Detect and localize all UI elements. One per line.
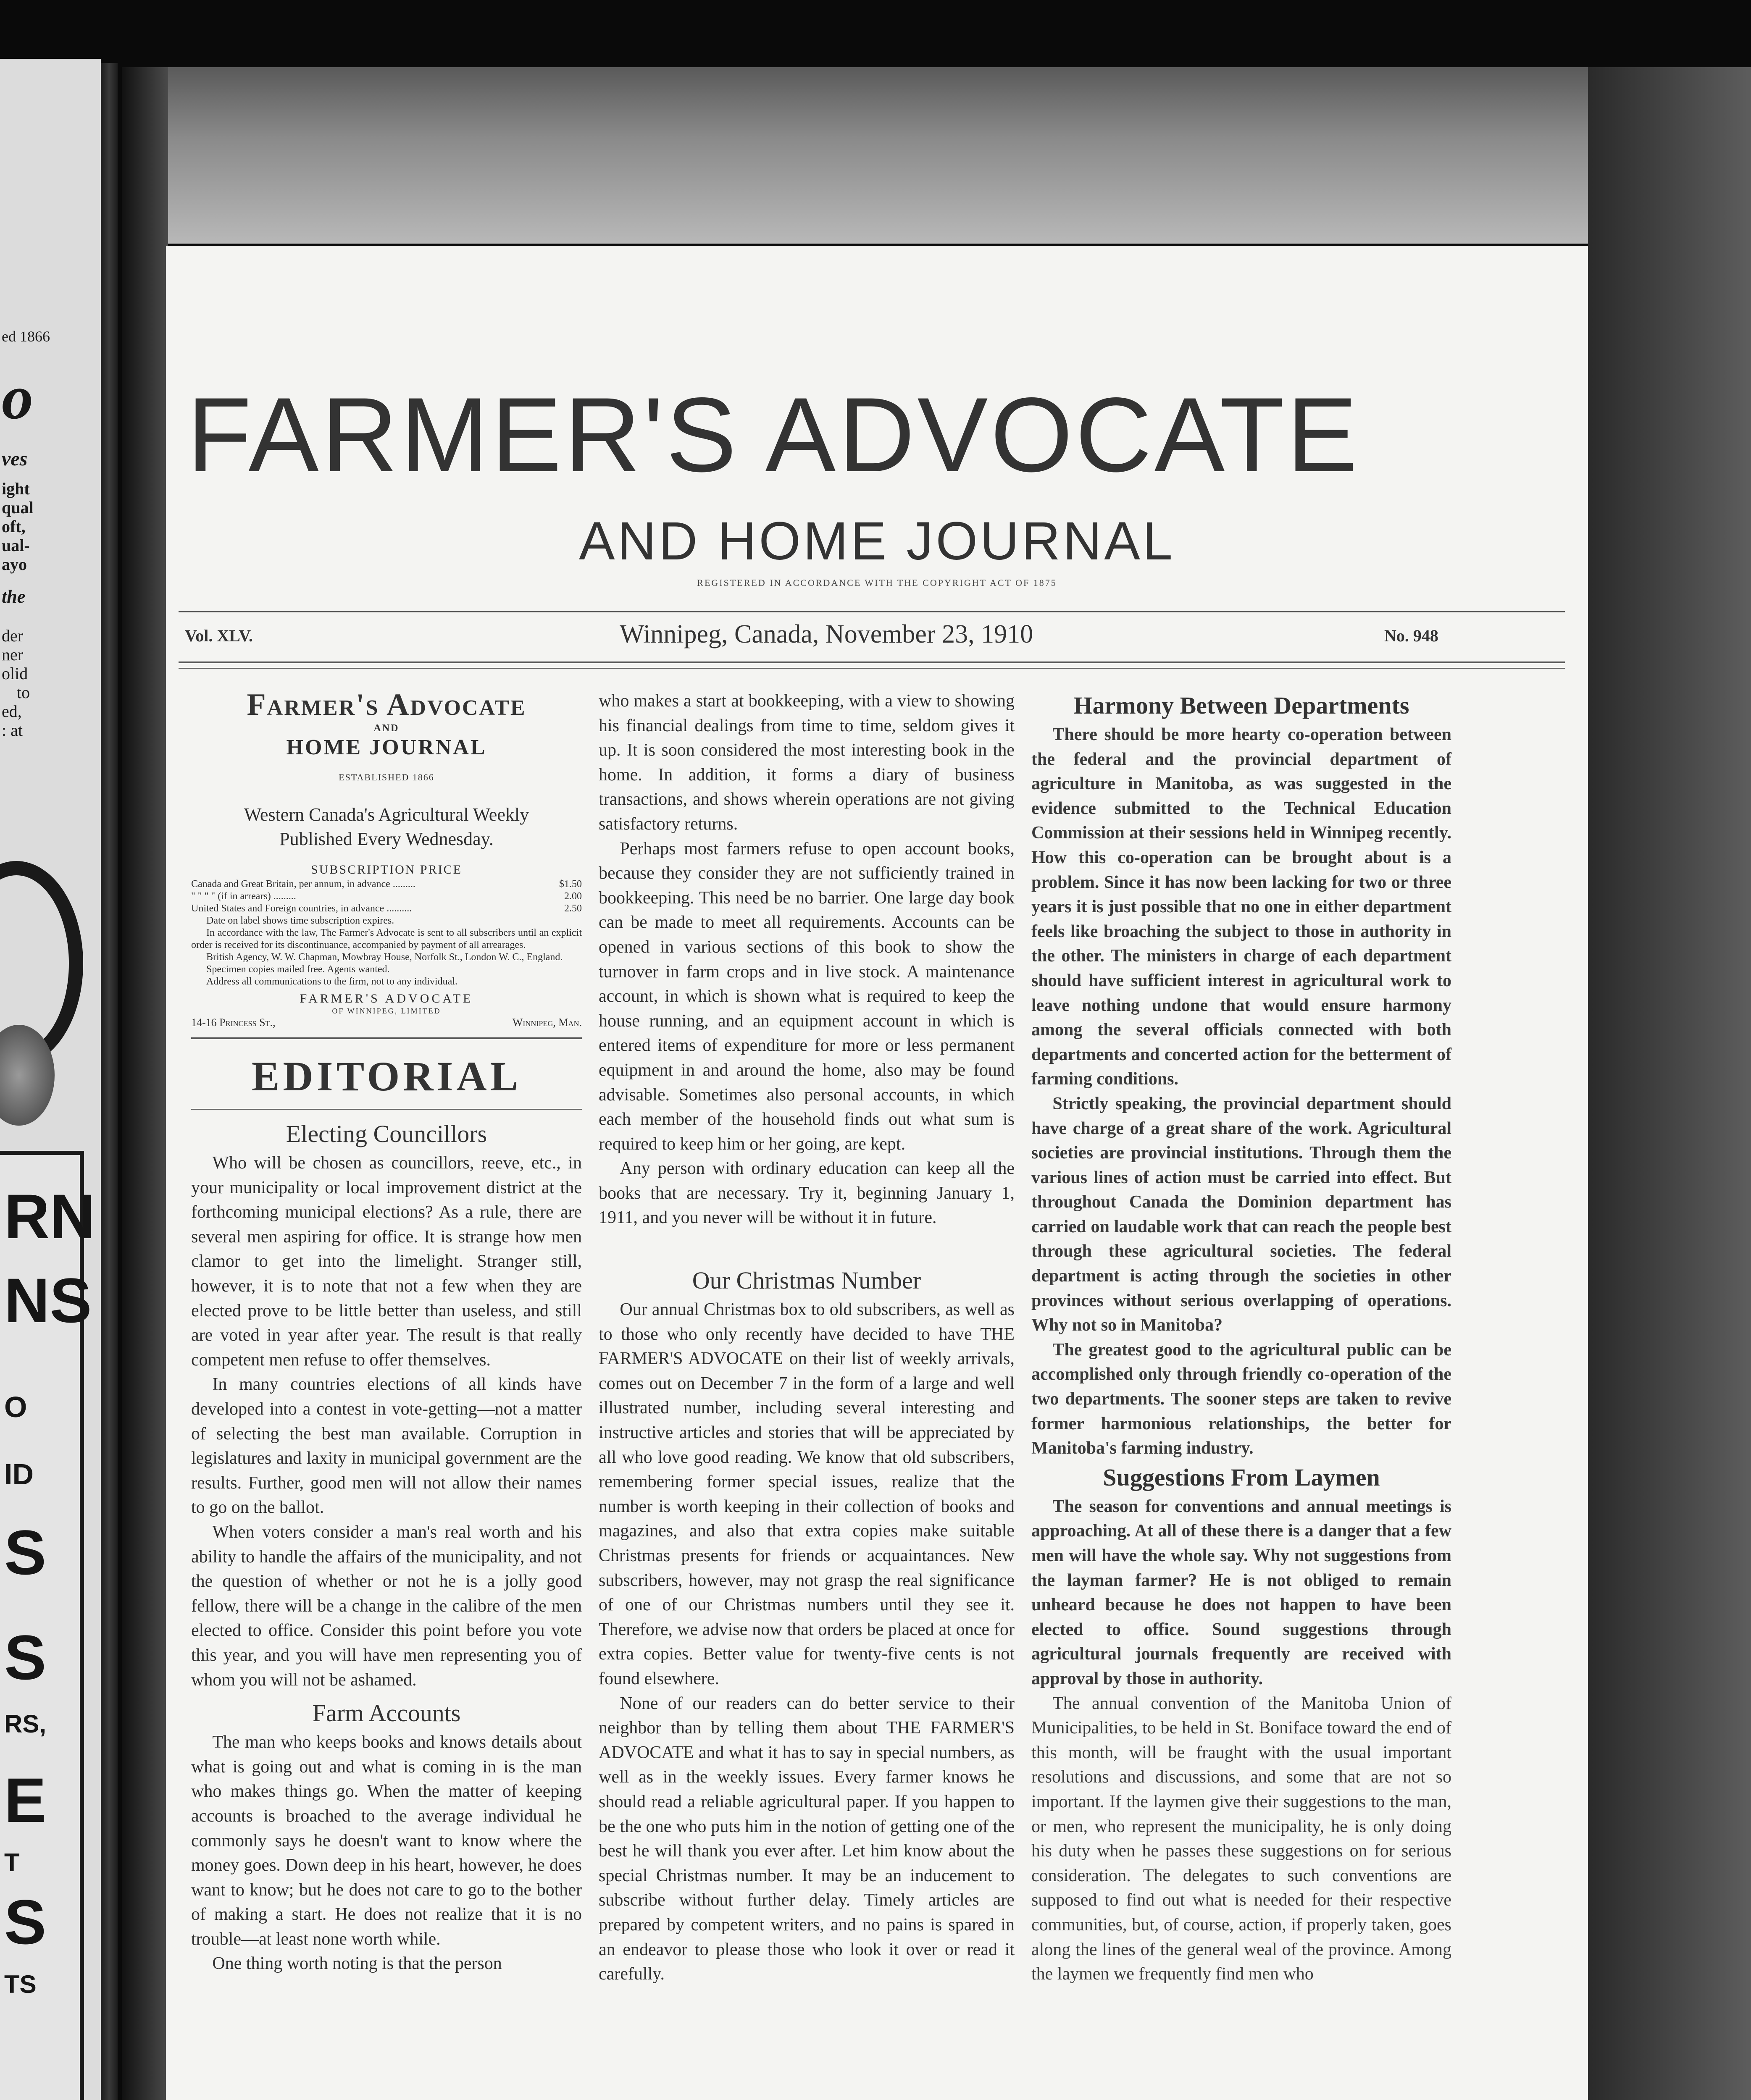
volume-number: Vol. XLV. — [185, 626, 253, 645]
ad-word: TS — [4, 1970, 37, 1998]
column-1 — [191, 689, 582, 1976]
article-paragraph: There should be more hearty co-operation between the federal and the provincial department of agriculture in Manitoba, as was suggested in the evidence submitted to the Technical Education Commission at their sessions held in Winnipeg recently. How this co-operation can be brought about is a problem. Since it has now been lacking for two or three years it is just possible that no one in either department feels like broaching the subject to those in authority in the other. The ministers in charge of each department should have sufficient interest in agricultural work to leave nothing undone that would ensure harmony among the several officials connected with both departments and concerted action for the betterment of farming conditions. — [1031, 725, 1451, 1089]
masthead-subtitle: AND HOME JOURNAL — [579, 511, 1175, 571]
article-title: Suggestions From Laymen — [1103, 1463, 1380, 1491]
box-home-journal: HOME JOURNAL — [286, 735, 487, 760]
section-divider — [191, 1109, 582, 1110]
ad-word: ID — [4, 1458, 34, 1491]
price-label: " " " " (if in arrears) ......... — [191, 891, 296, 902]
column-2 — [599, 689, 1015, 1987]
copyright-notice: REGISTERED IN ACCORDANCE WITH THE COPYRIGHT ACT OF 1875 — [697, 578, 1057, 588]
left-fragment: ight — [2, 479, 30, 498]
masthead-title: FARMER'S ADVOCATE — [187, 376, 1360, 494]
firm-name: FARMER'S ADVOCATE — [300, 992, 473, 1006]
ad-word: RS, — [4, 1710, 47, 1738]
article-title: Harmony Between Departments — [1073, 692, 1409, 719]
price-row — [191, 903, 582, 915]
article-paragraph: Any person with ordinary education can keep all the books that are necessary. Try it, beginning January 1, 1911, and you never will be without it in future. — [599, 1159, 1015, 1228]
box-tagline: Published Every Wednesday. — [279, 829, 494, 850]
left-fragment: oft, — [2, 517, 26, 536]
price-value: $1.50 — [559, 879, 582, 890]
left-fragment: der — [2, 626, 24, 645]
article-title: Farm Accounts — [312, 1699, 461, 1727]
scanner-backdrop-right — [1588, 67, 1751, 2100]
article-paragraph: The season for conventions and annual meetings is approaching. At all of these there is a danger that a few men will have the whole say. Why not suggestions from the layman farmer? He is not obliged to remain unheard because he does not happen to have been elected to office. Sound suggestions through agricultural journals frequently are received with approval by those in authority. — [1031, 1496, 1451, 1688]
left-fragment: the — [2, 586, 26, 607]
article-paragraph: When voters consider a man's real worth and his ability to handle the affairs of the municipality, and not the question of whether or not he is a jolly good fellow, there will be a change in the calibre of the men elected to office. Consider this point before you vote this year, and you will have men representing you of whom you will not be ashamed. — [191, 1522, 582, 1690]
article-paragraph: Perhaps most farmers refuse to open account books, because they consider they are not sufficiently trained in bookkeeping. This need be no barrier. One large day book can be made to meet all requirements. Accounts can be opened in various sections of this book to show the turnover in farm crops and in live stock. A maintenance account, in which is shown what is required to keep the house running, and an equipment account in which is entered items of expenditure for more or less permanent equipment in and around the home, also may be found advisable. Sometimes also personal accounts, in which each member of the household finds out what sum is required to keep him or her going, are kept. — [599, 839, 1015, 1154]
box-established: ESTABLISHED 1866 — [339, 772, 434, 783]
article-paragraph: None of our readers can do better service to their neighbor than by telling them about THE FARMER'S ADVOCATE and what it has to say in special numbers, as well as in the weekly issues. Every farmer knows he should read a reliable agricultural paper. If you happen to be the one who puts him in the notion of getting one of the best he will thank you ever after. Let him know about the special Christmas number. It may be an inducement to subscribe without further delay. Timely articles are prepared by competent writers, and no pains is spared in an endeavor to please those who look it over or read it carefully. — [599, 1693, 1015, 1984]
subscription-price-heading: SUBSCRIPTION PRICE — [311, 863, 462, 877]
left-fragment: ed, — [2, 702, 22, 721]
article-paragraph: Who will be chosen as councillors, reeve, etc., in your municipality or local improvement district at the forthcoming municipal elections? As a rule, there are several men aspiring for office. It is strange how men clamor to get into the limelight. Stranger still, however, it is to note that not a few when they are elected prove to be little better than useless, and still are voted in year after year. The result is that really competent men refuse to offer themselves. — [191, 1153, 582, 1370]
article-paragraph: The greatest good to the agricultural public can be accomplished only through friendly co-operation of the two departments. The sooner steps are taken to revive former harmonious relationships, the better for Manitoba's farming industry. — [1031, 1340, 1451, 1458]
issue-dateline: Winnipeg, Canada, November 23, 1910 — [620, 620, 1033, 648]
article-paragraph: In many countries elections of all kinds have developed into a contest in vote-getting—not a matter of selecting the best man available. Corruption in legislatures and laxity in municipal government are the results. Further, good men will not allow their names to go on the ballot. — [191, 1375, 582, 1517]
publication-info-box — [191, 689, 582, 1030]
price-row — [191, 878, 582, 890]
left-fragment: o — [2, 362, 33, 432]
left-fragment: ves — [2, 448, 28, 470]
scanner-backdrop-top — [151, 67, 1751, 244]
price-label: Canada and Great Britain, per annum, in advance ......... — [191, 879, 415, 890]
issue-number: No. 948 — [1384, 626, 1438, 645]
price-label: United States and Foreign countries, in advance .......... — [191, 903, 412, 914]
column-3 — [1031, 689, 1451, 1987]
price-value: 2.00 — [564, 891, 582, 902]
subscription-note: In accordance with the law, The Farmer's Advocate is sent to all subscribers until an explicit order is received for its discontinuance, accompanied by payment of all arrearages. — [191, 927, 582, 951]
ad-word: RN — [4, 1181, 95, 1252]
subscription-note: British Agency, W. W. Chapman, Mowbray House, Norfolk St., London W. C., England. — [206, 952, 563, 963]
box-title: Farmer's Advocate — [247, 688, 526, 722]
ad-word: E — [4, 1765, 47, 1835]
masthead-rule-top — [179, 611, 1565, 612]
firm-limited: OF WINNIPEG, LIMITED — [332, 1007, 441, 1016]
left-fragment: to — [17, 683, 30, 702]
article-paragraph: Our annual Christmas box to old subscribers, as well as to those who only recently have decided to have THE FARMER'S ADVOCATE on their list of weekly arrivals, comes out on December 7 in the form of a large and well illustrated number, including several interesting and instructive articles and stories that will be appreciated by all who love good reading. We know that old subscribers, remembering former special issues, realize that the number is worth keeping in their collection of books and magazines, and also that extra copies make suitable Christmas presents for friends or acquaintances. New subscribers, however, may not grasp the real significance of one of our Christmas numbers until they see it. Therefore, we advise now that orders be placed at once for extra copies. Better value for twenty-five cents is not found elsewhere. — [599, 1300, 1015, 1688]
editorial-heading: EDITORIAL — [251, 1053, 522, 1100]
ad-word: S — [4, 1622, 47, 1693]
ad-word: T — [4, 1848, 20, 1877]
masthead-rule-bottom-thin — [179, 668, 1565, 669]
article-paragraph: The man who keeps books and knows details about what is going out and what is coming in is the man who makes things go. When the matter of keeping accounts is broached to the average individual he commonly says he doesn't want to know where the money goes. Down deep in his heart, however, he does want to know; but he does not care to go to the bother of making a start. He does not realize that it is no trouble—at least none worth while. — [191, 1732, 582, 1949]
article-paragraph: who makes a start at bookkeeping, with a view to showing his financial dealings from time to time, seldom gives it up. It is soon considered the most interesting book in the home. In addition, it forms a diary of business transactions, and shows wherein operations are not giving satisfactory returns. — [599, 691, 1015, 834]
left-fragment: ual- — [2, 536, 30, 555]
firm-address — [191, 1016, 582, 1030]
subscription-note: Date on label shows time subscription expires. — [206, 915, 394, 927]
price-value: 2.50 — [564, 903, 582, 914]
article-title: Electing Councillors — [286, 1120, 487, 1148]
subscription-note: Specimen copies mailed free. Agents wanted. — [206, 964, 390, 975]
page-fold — [101, 63, 118, 2100]
box-and: AND — [373, 722, 400, 734]
address-city: Winnipeg, Man. — [512, 1016, 582, 1029]
masthead-rule-bottom — [179, 662, 1565, 663]
ad-word: S — [4, 1887, 47, 1957]
section-divider — [191, 1037, 582, 1039]
article-paragraph: One thing worth noting is that the person — [212, 1954, 502, 1974]
article-paragraph: The annual convention of the Manitoba Union of Municipalities, to be held in St. Boniface toward the end of this month, will be fraught with the usual important resolutions and discussions, and some that are not so important. If the laymen give their suggestions to the man, or men, who represent the municipality, he is only doing his duty when he passes these suggestions on for serious consideration. The delegates to such conventions are supposed to find out what is needed for their respective communities, but, of course, action, if properly taken, goes along the lines of the general weal of the province. Among the laymen we frequently find men who — [1031, 1693, 1451, 1984]
left-fragment: ner — [2, 645, 24, 664]
scanner-backdrop-left — [122, 67, 168, 2100]
adjacent-page-fragment — [0, 59, 101, 2100]
left-fragment: ayo — [2, 555, 27, 574]
left-fragment: qual — [2, 498, 34, 517]
address-street: 14-16 Princess St., — [191, 1016, 276, 1029]
article-paragraph: Strictly speaking, the provincial department should have charge of a great share of the work. Agricultural societies are provincial institutions. Through them the various lines of action must be carried into effect. But throughout Canada the Dominion department has carried on laudable work that can reach the people best through these agricultural societies. The federal department is acting through the societies in other provinces without serious overlapping of operations. Why not so in Manitoba? — [1031, 1094, 1451, 1335]
advertisement-panel — [0, 1151, 95, 2100]
box-tagline: Western Canada's Agricultural Weekly — [244, 804, 529, 825]
ad-word: NS — [4, 1265, 92, 1336]
ad-word: S — [4, 1517, 47, 1588]
subscription-details — [191, 878, 582, 988]
ad-word: O — [4, 1391, 27, 1423]
left-fragment: olid — [2, 664, 28, 683]
price-row — [191, 890, 582, 903]
newspaper-page — [166, 246, 1588, 2100]
article-title: Our Christmas Number — [692, 1267, 921, 1294]
subscription-note: Address all communications to the firm, not to any individual. — [206, 976, 457, 987]
left-fragment-est: ed 1866 — [2, 328, 50, 345]
left-fragment: : at — [2, 721, 23, 740]
